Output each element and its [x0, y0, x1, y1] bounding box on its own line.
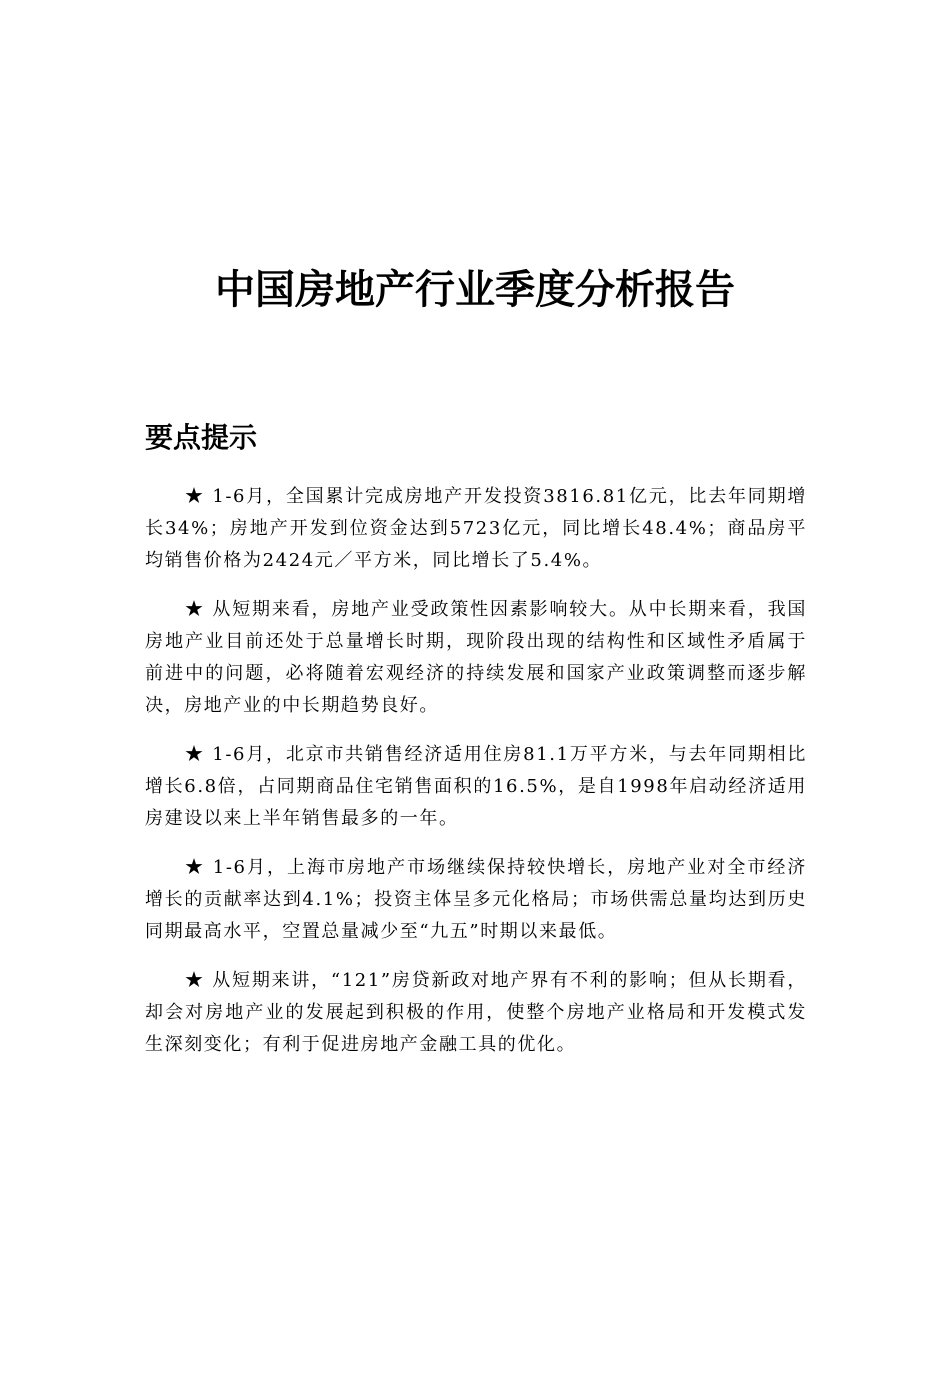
star-bullet-icon: ★ — [185, 744, 205, 765]
star-bullet-icon: ★ — [185, 970, 205, 991]
key-points-list — [145, 481, 807, 1078]
star-bullet-icon: ★ — [185, 486, 205, 507]
key-point-2 — [145, 594, 807, 722]
key-point-text: 从短期来讲，“121”房贷新政对地产界有不利的影响；但从长期看，却会对房地产业的发展起到积极的作用，使整个房地产业格局和开发模式发生深刻变化；有利于促进房地产金融工具的优化。 — [145, 970, 807, 1055]
key-point-1 — [145, 481, 807, 577]
key-point-3 — [145, 739, 807, 835]
key-point-text: 1-6月，上海市房地产市场继续保持较快增长，房地产业对全市经济增长的贡献率达到4.1%；投资主体呈多元化格局；市场供需总量均达到历史同期最高水平，空置总量减少至“九五”时期以来最低。 — [145, 857, 807, 942]
key-point-text: 从短期来看，房地产业受政策性因素影响较大。从中长期来看，我国房地产业目前还处于总量增长时期，现阶段出现的结构性和区域性矛盾属于前进中的问题，必将随着宏观经济的持续发展和国家产业政策调整而逐步解决，房地产业的中长期趋势良好。 — [145, 599, 807, 716]
star-bullet-icon: ★ — [185, 599, 205, 620]
key-point-5 — [145, 965, 807, 1061]
section-heading-key-points: 要点提示 — [145, 421, 258, 454]
document-title: 中国房地产行业季度分析报告 — [215, 267, 735, 313]
key-point-text: 1-6月，北京市共销售经济适用住房81.1万平方米，与去年同期相比增长6.8倍，占同期商品住宅销售面积的16.5%，是自1998年启动经济适用房建设以来上半年销售最多的一年。 — [145, 744, 807, 829]
star-bullet-icon: ★ — [185, 857, 206, 878]
key-point-4 — [145, 852, 807, 948]
key-point-text: 1-6月，全国累计完成房地产开发投资3816.81亿元，比去年同期增长34%；房地产开发到位资金达到5723亿元，同比增长48.4%；商品房平均销售价格为2424元／平方米，同比增长了5.4%。 — [145, 486, 807, 571]
